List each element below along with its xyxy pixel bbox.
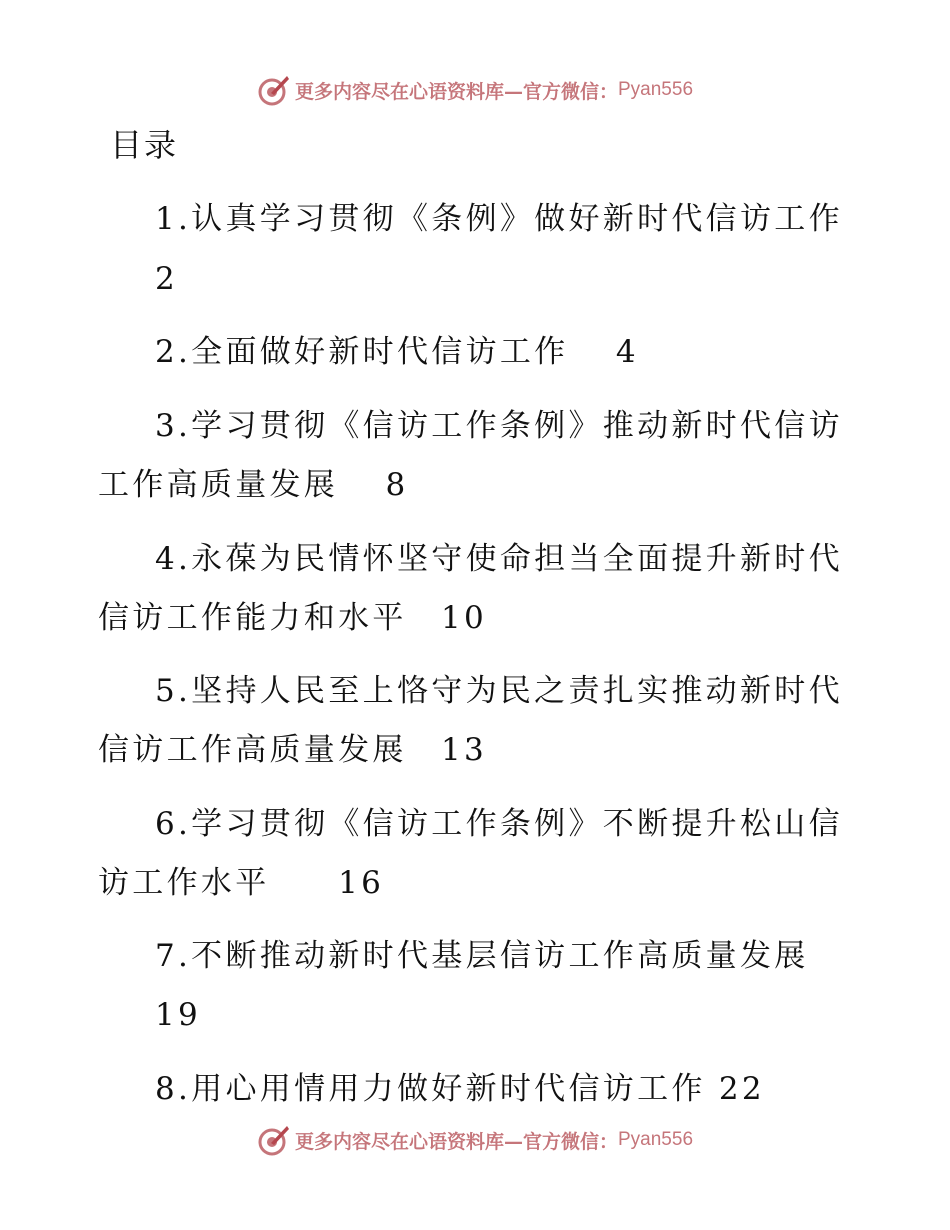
- watermark-text: 更多内容尽在心语资料库—官方微信：: [294, 1130, 618, 1153]
- toc-entry-1-line1: 1.认真学习贯彻《条例》做好新时代信访工作: [155, 201, 843, 237]
- watermark-handle: Pyan556: [618, 79, 694, 100]
- toc-entry-1-page: 2: [155, 261, 179, 297]
- toc-entry-7-line1: 7.不断推动新时代基层信访工作高质量发展: [155, 938, 809, 974]
- toc-entry-4-line2: 信访工作能力和水平 10: [98, 600, 488, 636]
- toc-entry-6-line2: 访工作水平 16: [98, 865, 385, 901]
- toc-entry-3-line1: 3.学习贯彻《信访工作条例》推动新时代信访: [155, 408, 843, 444]
- quill-logo-icon: [257, 73, 291, 107]
- toc-entry-6-line1: 6.学习贯彻《信访工作条例》不断提升松山信: [155, 806, 843, 842]
- toc-entry-2: 2.全面做好新时代信访工作 4: [155, 334, 639, 370]
- watermark-text: 更多内容尽在心语资料库—官方微信：: [294, 80, 618, 103]
- toc-entry-8: 8.用心用情用力做好新时代信访工作 22: [155, 1071, 765, 1107]
- toc-entry-7-page: 19: [155, 997, 202, 1033]
- toc-entry-4-line1: 4.永葆为民情怀坚守使命担当全面提升新时代: [155, 541, 843, 577]
- watermark-banner-top: [0, 70, 950, 110]
- toc-title: 目录: [110, 126, 179, 164]
- toc-entry-5-line1: 5.坚持人民至上恪守为民之责扎实推动新时代: [155, 673, 843, 709]
- watermark-handle: Pyan556: [618, 1129, 694, 1150]
- toc-entry-3-line2: 工作高质量发展 8: [98, 467, 409, 503]
- watermark-banner-bottom: [0, 1120, 950, 1160]
- toc-entry-5-line2: 信访工作高质量发展 13: [98, 732, 488, 768]
- quill-logo-icon: [257, 1123, 291, 1157]
